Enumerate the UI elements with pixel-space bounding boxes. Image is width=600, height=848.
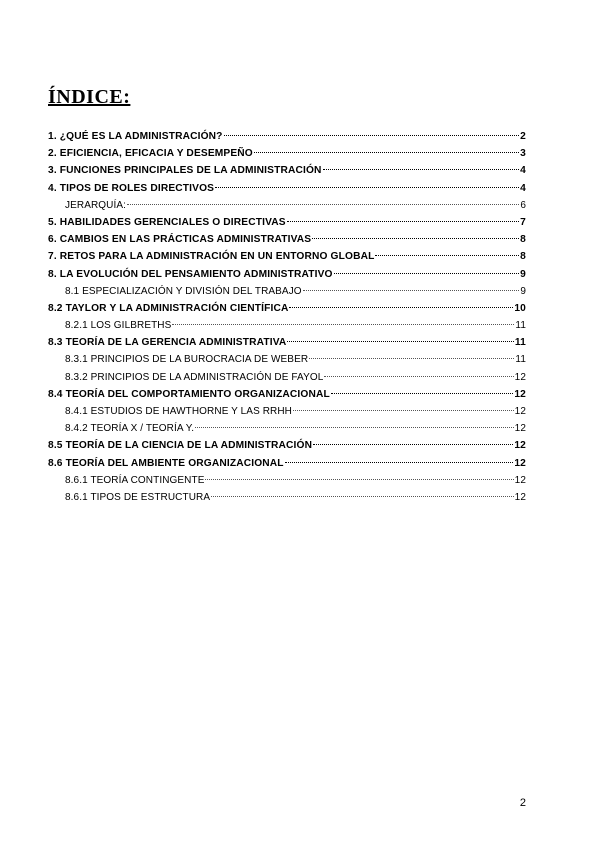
toc-entry-title: 8.2.1 LOS GILBRETHS [65, 320, 172, 332]
toc-entry-page: 12 [514, 491, 526, 503]
dot-leader [324, 376, 513, 377]
dot-leader [303, 290, 520, 291]
toc-entry-title: 8.6 TEORÍA DEL AMBIENTE ORGANIZACIONAL [48, 457, 284, 469]
toc-entry-title: 4. TIPOS DE ROLES DIRECTIVOS [48, 182, 215, 194]
toc-entry[interactable] [48, 248, 526, 265]
toc-entry[interactable] [48, 317, 526, 334]
toc-entry-title: 1. ¿QUÉ ES LA ADMINISTRACIÓN? [48, 131, 223, 142]
toc-entry[interactable] [48, 403, 526, 420]
dot-leader [334, 273, 520, 274]
dot-leader [205, 479, 513, 480]
toc-entry-page: 12 [514, 388, 526, 400]
toc-entry[interactable] [48, 128, 526, 145]
dot-leader [224, 135, 520, 136]
toc-entry[interactable] [48, 455, 526, 472]
toc-entry-title: 6. CAMBIOS EN LAS PRÁCTICAS ADMINISTRATIVAS [48, 234, 312, 246]
dot-leader [312, 238, 519, 239]
toc-entry-page: 9 [520, 285, 526, 297]
toc-entry[interactable] [48, 145, 526, 162]
toc-entry[interactable] [48, 369, 526, 386]
toc-entry[interactable] [48, 283, 526, 300]
dot-leader [323, 169, 520, 170]
page-title: ÍNDICE: [48, 86, 131, 108]
toc-entry-title: 8.6.1 TIPOS DE ESTRUCTURA [65, 491, 211, 503]
toc-entry-page: 10 [514, 302, 526, 314]
dot-leader [287, 221, 519, 222]
toc-entry-title: 8.6.1 TEORÍA CONTINGENTE [65, 474, 205, 486]
toc-entry-title: 3. FUNCIONES PRINCIPALES DE LA ADMINISTRACIÓN [48, 165, 322, 177]
toc-entry-page: 12 [514, 457, 526, 469]
toc-entry-title: 8.4.1 ESTUDIOS DE HAWTHORNE Y LAS RRHH [65, 406, 292, 417]
toc-entry-title: 8.2 TAYLOR Y LA ADMINISTRACIÓN CIENTÍFICA [48, 302, 289, 314]
toc-entry-page: 12 [514, 474, 526, 486]
toc-entry-page: 7 [520, 216, 526, 228]
dot-leader [195, 427, 514, 428]
toc-entry-page: 12 [514, 406, 526, 417]
toc-entry-title: 8.5 TEORÍA DE LA CIENCIA DE LA ADMINISTRACIÓN [48, 440, 313, 452]
toc-entry-page: 11 [514, 337, 526, 349]
dot-leader [293, 410, 514, 411]
toc-entry-page: 12 [514, 371, 526, 383]
toc-entry[interactable] [48, 334, 526, 351]
toc-entry[interactable] [48, 266, 526, 283]
dot-leader [215, 187, 519, 188]
toc-entry-page: 2 [520, 131, 526, 142]
dot-leader [285, 462, 514, 463]
toc-entry-page: 6 [520, 199, 526, 211]
toc-entry-page: 12 [514, 423, 526, 435]
dot-leader [289, 307, 513, 308]
toc-entry-page: 9 [520, 268, 526, 280]
dot-leader [254, 152, 519, 153]
toc-entry-page: 4 [520, 182, 526, 194]
toc-entry[interactable] [48, 214, 526, 231]
toc-entry[interactable] [48, 180, 526, 197]
dot-leader [313, 444, 513, 445]
toc-entry[interactable] [48, 420, 526, 437]
toc-entry-title: 8. LA EVOLUCIÓN DEL PENSAMIENTO ADMINISTRATIVO [48, 268, 333, 280]
toc-entry-title: 5. HABILIDADES GERENCIALES O DIRECTIVAS [48, 216, 286, 228]
toc-entry-page: 11 [515, 354, 526, 366]
toc-entry[interactable] [48, 472, 526, 489]
page-number: 2 [519, 797, 526, 809]
toc-entry-title: 8.3 TEORÍA DE LA GERENCIA ADMINISTRATIVA [48, 337, 287, 349]
toc-entry[interactable] [48, 300, 526, 317]
toc-entry-title: 8.4.2 TEORÍA X / TEORÍA Y. [65, 423, 195, 435]
toc-entry-title: 8.4 TEORÍA DEL COMPORTAMIENTO ORGANIZACIONAL [48, 388, 330, 400]
toc-entry-page: 3 [520, 148, 526, 160]
dot-leader [375, 255, 519, 256]
toc-entry-title: 8.1 ESPECIALIZACIÓN Y DIVISIÓN DEL TRABAJO [65, 285, 302, 297]
toc-entry[interactable] [48, 162, 526, 179]
toc-entry[interactable] [48, 231, 526, 248]
toc-entry-title: 2. EFICIENCIA, EFICACIA Y DESEMPEÑO [48, 148, 253, 160]
toc-entry[interactable] [48, 489, 526, 506]
toc-entry-page: 4 [520, 165, 526, 177]
toc-entry-page: 8 [520, 234, 526, 246]
toc-entry-title: 7. RETOS PARA LA ADMINISTRACIÓN EN UN ENTORNO GLOBAL [48, 251, 375, 263]
toc-entry-title: 8.3.1 PRINCIPIOS DE LA BUROCRACIA DE WEBER [65, 354, 309, 366]
dot-leader [287, 341, 513, 342]
dot-leader [211, 496, 514, 497]
toc-entry-page: 8 [520, 251, 526, 263]
toc-entry-title: JERARQUÍA: [65, 199, 127, 211]
dot-leader [331, 393, 514, 394]
toc-entry-page: 12 [514, 440, 526, 452]
dot-leader [127, 204, 519, 205]
toc-entry[interactable] [48, 386, 526, 403]
toc-entry[interactable] [48, 437, 526, 454]
dot-leader [309, 358, 514, 359]
toc-entry-page: 11 [515, 320, 526, 332]
toc-entry[interactable] [48, 197, 526, 214]
dot-leader [172, 324, 514, 325]
table-of-contents [48, 128, 526, 506]
toc-entry-title: 8.3.2 PRINCIPIOS DE LA ADMINISTRACIÓN DE FAYOL [65, 371, 324, 383]
toc-entry[interactable] [48, 351, 526, 368]
